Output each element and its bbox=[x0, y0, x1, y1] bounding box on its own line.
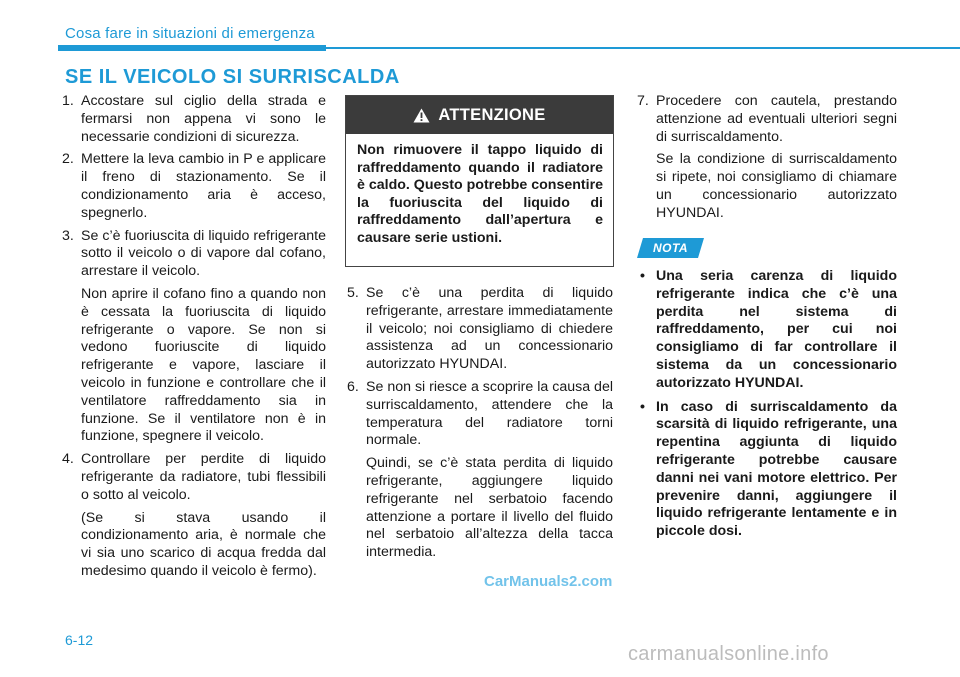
step-5 bbox=[347, 285, 613, 374]
warning-triangle-icon bbox=[413, 108, 430, 123]
header-rule bbox=[326, 47, 960, 49]
step-number: 7. bbox=[637, 93, 649, 109]
step-number: 6. bbox=[347, 378, 359, 395]
step-text: Se c’è una perdita di liquido refrigerante, arrestare immediatamente il veicolo; noi consigliamo di chiedere assistenza ad un concessionario autorizzato HYUNDAI. bbox=[366, 285, 613, 373]
step-3 bbox=[62, 228, 326, 281]
column-right bbox=[637, 93, 897, 228]
nota-list bbox=[637, 268, 897, 547]
nota-badge bbox=[637, 238, 704, 258]
step-text: Se non si riesce a scoprire la causa del surriscaldamento, attendere che la temperatura del radiatore torni normale. bbox=[366, 378, 613, 449]
step-6 bbox=[347, 379, 613, 450]
step-number: 3. bbox=[62, 227, 74, 244]
watermark-carmanuals: CarManuals2.com bbox=[484, 573, 613, 590]
watermark-carmanualsonline: carmanualsonline.info bbox=[628, 643, 829, 665]
step-7-detail: Se la condizione di surriscaldamento si ripete, noi consigliamo di chiamare un concessionario autorizzato HYUNDAI. bbox=[656, 151, 897, 221]
page-number: 6-12 bbox=[65, 632, 94, 648]
nota-item bbox=[637, 268, 897, 393]
step-text: Accostare sul ciglio della strada e fermarsi non appena vi sono le necessarie condizioni di sicurezza. bbox=[81, 93, 326, 145]
warning-header bbox=[346, 96, 613, 134]
warning-box bbox=[345, 95, 614, 267]
warning-title: ATTENZIONE bbox=[438, 105, 546, 124]
header-accent-bar bbox=[58, 45, 326, 51]
bullet: • bbox=[640, 268, 645, 284]
step-number: 4. bbox=[62, 451, 74, 468]
step-2 bbox=[62, 151, 326, 222]
column-middle bbox=[347, 285, 613, 567]
nota-text: Una seria carenza di liquido refrigerante indica che c’è una perdita nel sistema di raffreddamento, per cui noi consigliamo di far controllare il sistema da un concessionario autorizzato HYUNDAI. bbox=[656, 268, 897, 391]
step-number: 2. bbox=[62, 151, 74, 168]
step-3-detail: Non aprire il cofano fino a quando non è cessata la fuoriuscita di liquido refrigerante o vapore. Se non si vedono fuoriuscite di liquido refrigerante e vapore, lasciare il veicolo in funzione e controllare che il ventilatore raffreddamento sia in funzione. Se il ventilatore non è in funzione, spegnere il veicolo. bbox=[81, 285, 326, 445]
chapter-title: Cosa fare in situazioni di emergenza bbox=[65, 25, 315, 42]
step-4 bbox=[62, 451, 326, 504]
step-4-detail: (Se si stava usando il condizionamento aria, è normale che vi sia uno scarico di acqua fredda dal medesimo quando il veicolo è fermo). bbox=[81, 509, 326, 579]
step-6-detail: Quindi, se c’è stata perdita di liquido refrigerante, aggiungere liquido refrigerante nel serbatoio facendo attenzione a portare il livello del fluido nel serbatoio all’altezza della tacca intermedia. bbox=[366, 455, 613, 561]
step-1 bbox=[62, 93, 326, 146]
step-7 bbox=[637, 93, 897, 146]
step-text: Mettere la leva cambio in P e applicare il freno di stazionamento. Se il condizionamento aria è acceso, spegnerlo. bbox=[81, 151, 326, 221]
step-text: Controllare per perdite di liquido refrigerante da radiatore, tubi flessibili o sotto al veicolo. bbox=[81, 451, 326, 503]
step-text: Se c’è fuoriuscita di liquido refrigerante sotto il veicolo o di vapore dal cofano, arrestare il veicolo. bbox=[81, 227, 326, 280]
nota-label: NOTA bbox=[652, 241, 689, 255]
column-left bbox=[62, 93, 326, 586]
step-number: 1. bbox=[62, 93, 74, 109]
nota-item bbox=[637, 399, 897, 541]
nota-text: In caso di surriscaldamento da scarsità di liquido refrigerante, una repentina aggiunta di liquido refrigerante potrebbe causare danni nei vani motore elettrico. Per prevenire danni, aggiungere il liquido refrigerante lentamente e in piccole dosi. bbox=[656, 398, 897, 540]
section-title: SE IL VEICOLO SI SURRISCALDA bbox=[65, 66, 400, 88]
bullet: • bbox=[640, 398, 645, 415]
step-number: 5. bbox=[347, 285, 359, 301]
warning-text: Non rimuovere il tappo liquido di raffreddamento quando il radiatore è caldo. Questo potrebbe consentire la fuoriuscita del liquido di raffreddamento dall’apertura e causare serie ustioni. bbox=[357, 142, 603, 246]
step-text: Procedere con cautela, prestando attenzione ad eventuali ulteriori segni di surriscaldamento. bbox=[656, 93, 897, 145]
